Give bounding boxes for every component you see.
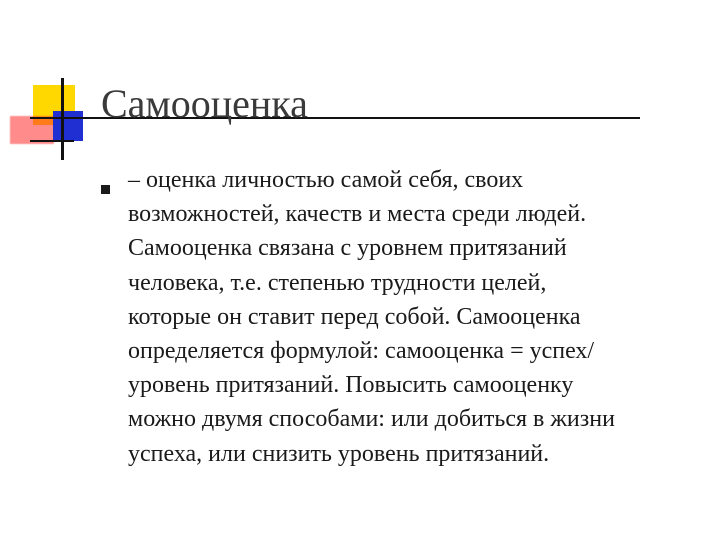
- bullet-line: возможностей, качеств и места среди людей.: [128, 201, 587, 228]
- bullet-square-icon: [101, 185, 110, 194]
- bullet-line: человека, т.е. степенью трудности целей,: [128, 269, 547, 296]
- bullet-line: – оценка личностью самой себя, своих: [128, 167, 524, 193]
- bullet-line: успеха, или снизить уровень притязаний.: [128, 440, 550, 467]
- bullet-line: которые он ставит перед собой. Самооценка: [128, 303, 581, 330]
- decorative-vertical-line: [61, 78, 64, 160]
- bullet-line: определяется формулой: самооценка = успех/: [128, 338, 595, 365]
- bullet-text: [128, 163, 703, 471]
- slide-title: Самооценка: [101, 81, 308, 126]
- decorative-blue-square: [53, 111, 83, 141]
- bullet-line: Самооценка связана с уровнем притязаний: [128, 235, 567, 262]
- decorative-short-line: [30, 140, 74, 142]
- bullet-line: можно двумя способами: или добиться в жизни: [128, 406, 615, 433]
- bullet-line: уровень притязаний. Повысить самооценку: [128, 372, 574, 399]
